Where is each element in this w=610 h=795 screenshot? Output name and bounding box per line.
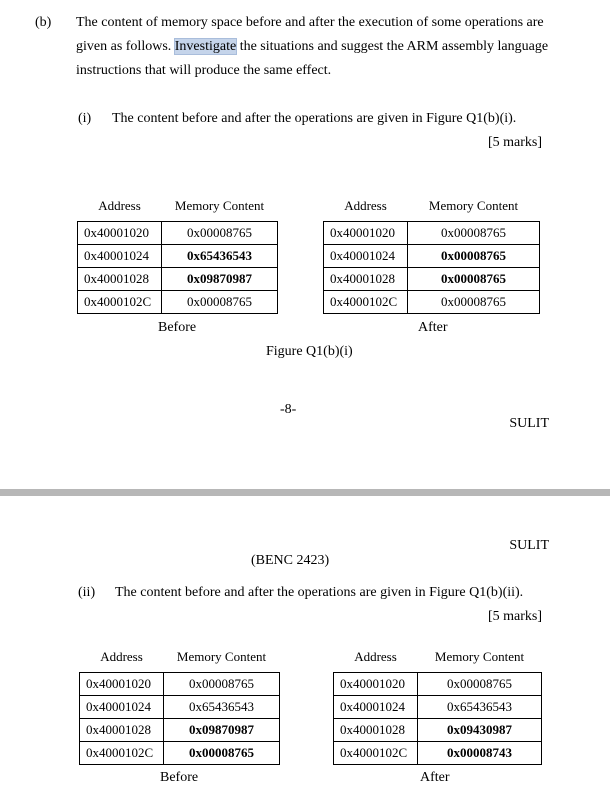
highlighted-word[interactable]: Investigate	[174, 39, 237, 54]
sulit-footer: SULIT	[509, 416, 549, 431]
table-row	[80, 696, 280, 719]
table-row	[78, 222, 278, 245]
memory-content-cell: 0x00008765	[408, 268, 540, 291]
table-row	[80, 719, 280, 742]
memory-content-cell: 0x65436543	[162, 245, 278, 268]
memory-content-cell: 0x65436543	[164, 696, 280, 719]
memory-content-cell: 0x00008743	[418, 742, 542, 765]
memory-content-cell: 0x65436543	[418, 696, 542, 719]
table-row	[334, 673, 542, 696]
before-caption-i: Before	[158, 320, 197, 335]
memory-content-cell: 0x09870987	[164, 719, 280, 742]
table-row	[78, 268, 278, 291]
memory-content-cell: 0x00008765	[408, 222, 540, 245]
memory-content-cell: 0x00008765	[162, 291, 278, 314]
address-cell: 0x40001020	[334, 673, 418, 696]
address-cell: 0x40001024	[334, 696, 418, 719]
before-table-ii	[79, 648, 280, 765]
sulit-header: SULIT	[509, 538, 549, 553]
question-label-i: (i)	[78, 111, 92, 126]
table-row	[324, 291, 540, 314]
memory-content-cell: 0x09430987	[418, 719, 542, 742]
address-cell: 0x40001028	[80, 719, 164, 742]
memory-content-cell: 0x00008765	[408, 291, 540, 314]
question-b-line-3: instructions that will produce the same effect.	[76, 63, 332, 78]
address-cell: 0x40001028	[334, 719, 418, 742]
after-table-i	[323, 197, 540, 314]
figure-caption-i: Figure Q1(b)(i)	[266, 344, 353, 359]
address-header: Address	[344, 198, 387, 213]
memory-content-header: Memory Content	[434, 649, 525, 664]
address-cell: 0x40001024	[78, 245, 162, 268]
table-row	[80, 742, 280, 765]
question-label-b: (b)	[35, 15, 52, 30]
address-header: Address	[98, 198, 141, 213]
memory-content-header: Memory Content	[176, 649, 267, 664]
address-cell: 0x40001020	[324, 222, 408, 245]
address-header: Address	[354, 649, 397, 664]
address-cell: 0x4000102C	[78, 291, 162, 314]
question-ii-text: The content before and after the operations are given in Figure Q1(b)(ii).	[115, 585, 524, 600]
address-cell: 0x40001024	[324, 245, 408, 268]
before-caption-ii: Before	[160, 770, 199, 785]
address-cell: 0x4000102C	[324, 291, 408, 314]
memory-content-header: Memory Content	[174, 198, 265, 213]
after-table-ii	[333, 648, 542, 765]
memory-content-cell: 0x00008765	[164, 742, 280, 765]
memory-content-cell: 0x09870987	[162, 268, 278, 291]
marks-ii: [5 marks]	[487, 609, 542, 624]
question-i-text: The content before and after the operations are given in Figure Q1(b)(i).	[112, 111, 517, 126]
memory-content-cell: 0x00008765	[162, 222, 278, 245]
table-row	[78, 291, 278, 314]
address-cell: 0x40001028	[324, 268, 408, 291]
address-cell: 0x40001020	[78, 222, 162, 245]
table-row	[324, 245, 540, 268]
table-row	[324, 222, 540, 245]
before-table-i	[77, 197, 278, 314]
after-caption-ii: After	[420, 770, 450, 785]
table-row	[324, 268, 540, 291]
address-header: Address	[100, 649, 143, 664]
question-b-line-1: The content of memory space before and after the execution of some operations are	[76, 15, 544, 30]
page-number: -8-	[280, 402, 297, 417]
table-row	[78, 245, 278, 268]
address-cell: 0x40001024	[80, 696, 164, 719]
question-b-line-2: given as follows. Investigate the situations and suggest the ARM assembly language	[76, 39, 549, 54]
page-divider	[0, 489, 610, 496]
table-row	[334, 696, 542, 719]
table-row	[80, 673, 280, 696]
address-cell: 0x40001020	[80, 673, 164, 696]
address-cell: 0x4000102C	[80, 742, 164, 765]
question-label-ii: (ii)	[78, 585, 96, 600]
address-cell: 0x40001028	[78, 268, 162, 291]
marks-i: [5 marks]	[487, 135, 542, 150]
memory-content-cell: 0x00008765	[418, 673, 542, 696]
table-row	[334, 742, 542, 765]
after-caption-i: After	[418, 320, 448, 335]
memory-content-cell: 0x00008765	[408, 245, 540, 268]
course-code: (BENC 2423)	[251, 553, 330, 568]
memory-content-header: Memory Content	[428, 198, 519, 213]
address-cell: 0x4000102C	[334, 742, 418, 765]
table-row	[334, 719, 542, 742]
memory-content-cell: 0x00008765	[164, 673, 280, 696]
